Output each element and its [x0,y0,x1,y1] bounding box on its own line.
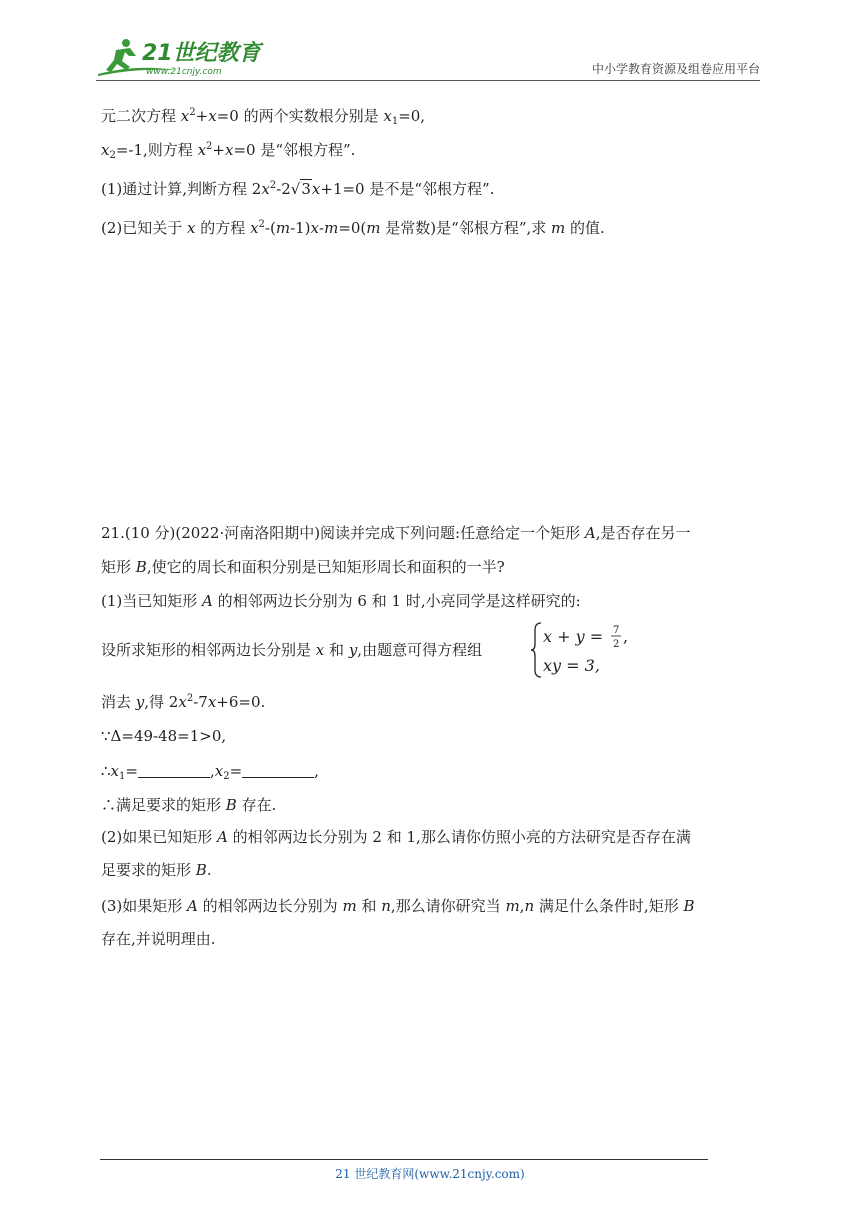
q21-roots-fill: $\therefore x_1= ,x_2=$ , [101,762,319,782]
platform-label: 中小学教育资源及组卷应用平台 [591,62,760,76]
header-divider [96,80,760,81]
footer-text[interactable]: 21 世纪教育网(www.21cnjy.com) [335,1167,525,1181]
svg-text:,: , [623,627,629,646]
q21-part1: (1)当已知矩形 A 的相邻两边长分别为 6 和 1 时,小亮同学是这样研究的: [101,592,581,610]
logo-text: 21世纪教育 [142,41,261,66]
q21-stem-line1: 21.(10 分)(2022·河南洛阳期中)阅读并完成下列问题:任意给定一个矩形 A,是否存在另一 [101,524,691,542]
q21-part3-line2: 存在,并说明理由. [101,930,216,948]
q20-part2: (2)已知关于 x 的方程 $x^2-(m-1)x-m=0(m$ 是常数)是“邻根方程”,求 m 的值. [101,219,605,237]
q20-line1: 元二次方程 $x^2+x=0$ 的两个实数根分别是 $x_1=0$, [101,107,426,127]
equation-system [531,620,641,680]
equation-1-denominator: 2 [613,639,620,650]
blank-x2[interactable] [242,763,314,778]
footer-divider [100,1159,708,1160]
q21-exists: ∴满足要求的矩形 B 存在. [101,796,277,814]
equation-1-numerator: 7 [613,625,620,636]
q20-line2: $x_2=-1$,则方程 $x^2+x=0$ 是“邻根方程”. [101,141,356,161]
q21-part3-line1: (3)如果矩形 A 的相邻两边长分别为 m 和 n,那么请你研究当 m,n 满足什么条件时,矩形 B [101,897,695,915]
q21-stem-line2: 矩形 B,使它的周长和面积分别是已知矩形周长和面积的一半? [101,558,505,576]
q21-part2-line2: 足要求的矩形 B. [101,861,212,879]
equation-2: xy = 3, [543,656,600,675]
q20-part1: (1)通过计算,判断方程 $2x^2-2√3x+1=0$ 是不是“邻根方程”. [101,180,495,198]
q21-eliminate: 消去 y,得 $2x^2-7x+6=0$. [101,693,266,711]
site-logo [96,34,266,78]
q21-setup: 设所求矩形的相邻两边长分别是 x 和 y,由题意可得方程组 [101,641,483,659]
blank-x1[interactable] [138,763,210,778]
equation-1-lhs: x + y = [543,627,604,646]
q21-delta: ∵Δ=49-48=1>0, [101,727,227,745]
logo-url: www.21cnjy.com [146,67,222,77]
q21-part2-line1: (2)如果已知矩形 A 的相邻两边长分别为 2 和 1,那么请你仿照小亮的方法研究是否存在满 [101,828,691,846]
